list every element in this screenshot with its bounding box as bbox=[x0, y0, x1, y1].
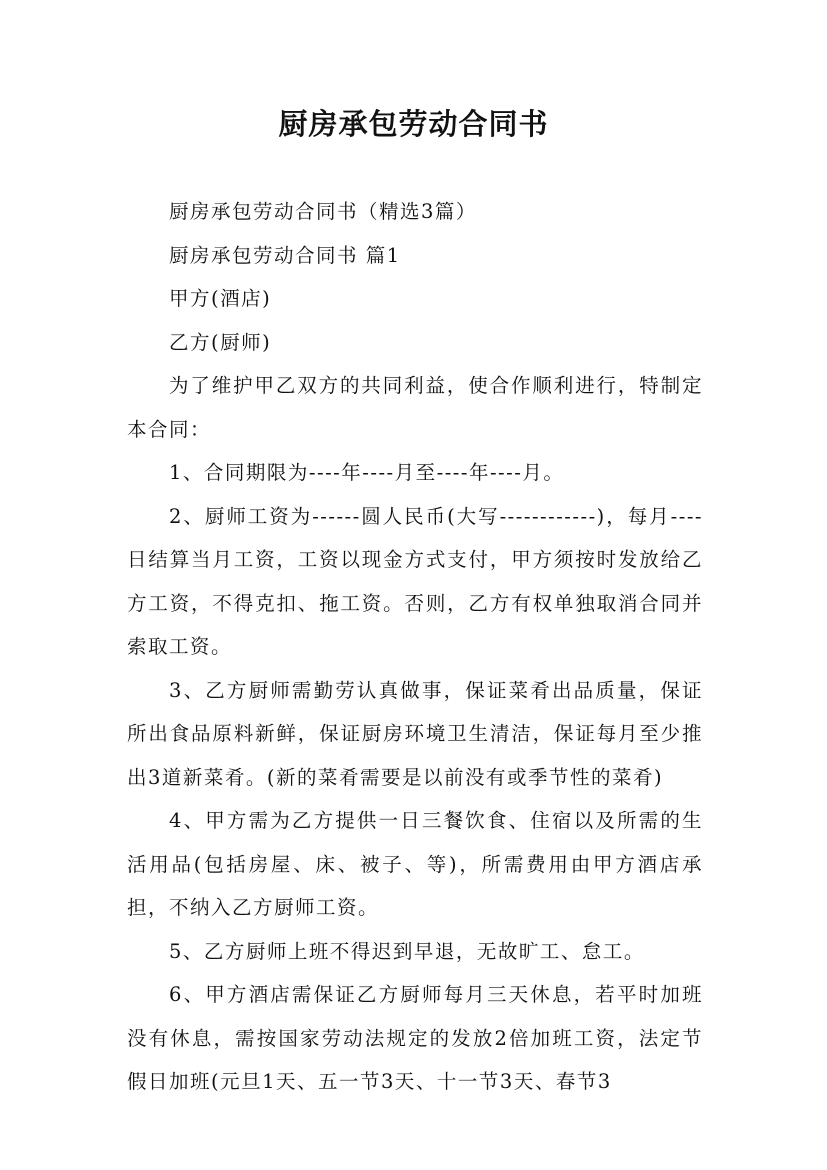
paragraph-clause-6: 6、甲方酒店需保证乙方厨师每月三天休息，若平时加班没有休息，需按国家劳动法规定的发放2倍加班工资，法定节假日加班(元旦1天、五一节3天、十一节3天、春节3 bbox=[127, 983, 703, 1093]
paragraph-clause-2: 2、厨师工资为------圆人民币(大写------------)，每月----日结算当月工资，工资以现金方式支付，甲方须按时发放给乙方工资，不得克扣、拖工资。否则，乙方有权单独取消合同并索取工资。 bbox=[127, 504, 703, 658]
document-body bbox=[127, 190, 703, 1104]
paragraph-clause-4: 4、甲方需为乙方提供一日三餐饮食、住宿以及所需的生活用品(包括房屋、床、被子、等)，所需费用由甲方酒店承担，不纳入乙方厨师工资。 bbox=[127, 809, 703, 919]
paragraph-party-a: 甲方(酒店) bbox=[169, 287, 272, 310]
paragraph-subtitle: 厨房承包劳动合同书（精选3篇） bbox=[169, 200, 477, 223]
paragraph-clause-3: 3、乙方厨师需勤劳认真做事，保证菜肴出品质量，保证所出食品原料新鲜，保证厨房环境卫生清洁，保证每月至少推出3道新菜肴。(新的菜肴需要是以前没有或季节性的菜肴) bbox=[127, 678, 703, 789]
paragraph-section-heading: 厨房承包劳动合同书 篇1 bbox=[169, 243, 401, 267]
paragraph-clause-1: 1、合同期限为----年----月至----年----月。 bbox=[169, 461, 565, 484]
document-title: 厨房承包劳动合同书 bbox=[278, 107, 549, 141]
paragraph-party-b: 乙方(厨师) bbox=[169, 330, 272, 354]
paragraph-preamble: 为了维护甲乙双方的共同利益，使合作顺利进行，特制定本合同： bbox=[127, 374, 703, 441]
paragraph-clause-5: 5、乙方厨师上班不得迟到早退，无故旷工、怠工。 bbox=[169, 939, 645, 963]
